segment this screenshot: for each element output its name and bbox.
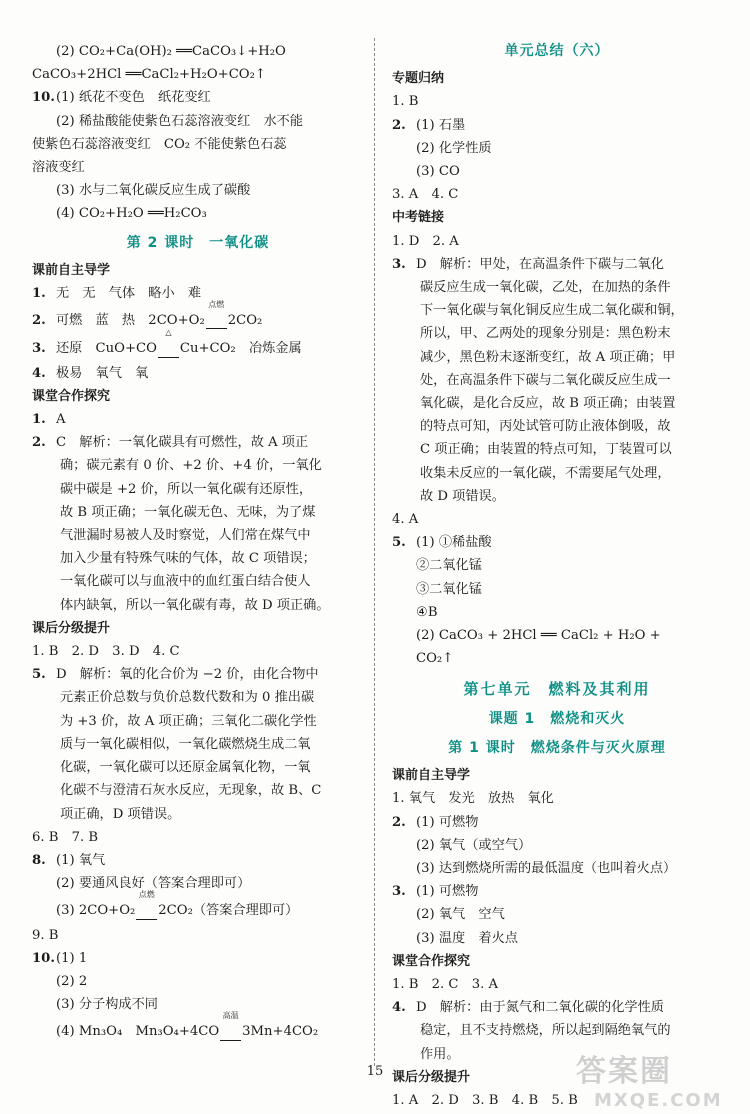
answer-text: 2CO₂（答案合理即可） xyxy=(158,903,299,919)
answer-text: (3) CO xyxy=(416,164,460,180)
answer-text: 1. B xyxy=(392,94,419,110)
question-number: 10. xyxy=(32,90,55,106)
answer-text: 收集未反应的一氧化碳，不需要尾气处理， xyxy=(420,465,671,481)
answer-text: ②二氧化锰 xyxy=(416,558,482,574)
question-number: 2. xyxy=(32,435,46,451)
answer-text: ④B xyxy=(416,604,438,620)
answer-text: 化碳，一氧化碳可以还原金属氧化物，一氧 xyxy=(60,760,311,776)
answer-text: 下一氧化碳与氧化铜反应生成二氧化碳和铜， xyxy=(420,303,684,319)
answer-text: 使紫色石蕊溶液变红 CO₂ 不能使紫色石蕊 xyxy=(32,136,287,152)
answer-text: 体内缺氧，所以一氧化碳有毒，故 D 项正确。 xyxy=(60,597,330,613)
answer-text: (2) 稀盐酸能使紫色石蕊溶液变红 水不能 xyxy=(56,113,304,129)
answer-text: 项正确，D 项错误。 xyxy=(60,806,181,822)
answer-text: 9. B xyxy=(32,927,59,943)
answer-text: 1. 氧气 发光 放热 氧化 xyxy=(392,791,554,807)
answer-text: (1) 可燃物 xyxy=(416,884,479,900)
answer-text: D 解析：由于氮气和二氧化碳的化学性质 xyxy=(416,1000,664,1016)
answer-text: 处，在高温条件下碳与二氧化碳反应生成一 xyxy=(420,372,671,388)
answer-text: (4) Mn₃O₄ Mn₃O₄+4CO xyxy=(56,1024,220,1040)
section-heading: 课堂合作探究 xyxy=(392,953,471,969)
answer-text: 作用。 xyxy=(420,1046,460,1062)
section-heading: 课后分级提升 xyxy=(392,1069,471,1085)
right-column xyxy=(392,40,722,1112)
answer-text: 6. B 7. B xyxy=(32,829,99,845)
question-number: 3. xyxy=(392,884,406,900)
answer-text: 氧化碳，是化合反应，故 B 项正确；由装置 xyxy=(420,396,676,412)
answer-text: 确；碳元素有 0 价、+2 价、+4 价，一氧化 xyxy=(60,458,322,474)
section-heading: 中考链接 xyxy=(392,210,445,226)
answer-text: (3) 达到燃烧所需的最低温度（也叫着火点） xyxy=(416,860,677,876)
section-heading: 课前自主导学 xyxy=(392,768,471,784)
question-number: 2. xyxy=(392,814,406,830)
answer-text: 1. A 2. D 3. B 4. B 5. B xyxy=(392,1092,578,1108)
answer-text: (1) 石墨 xyxy=(416,117,466,133)
equation-line: CO₂↑ xyxy=(416,651,454,667)
equation-line: CaCO₃+2HCl ══CaCl₂+H₂O+CO₂↑ xyxy=(32,67,266,83)
answer-text: 气泄漏时易被人及时察觉，人们常在煤气中 xyxy=(60,528,311,544)
left-column xyxy=(32,40,364,1045)
page-number: 15 xyxy=(366,1064,384,1079)
question-number: 10. xyxy=(32,950,55,966)
answer-text: 碳反应生成一氧化碳，乙处，在加热的条件 xyxy=(420,280,671,296)
question-number: 5. xyxy=(392,535,406,551)
question-number: 8. xyxy=(32,852,46,868)
answer-text: 减少，黑色粉末逐渐变红，故 A 项正确；甲 xyxy=(420,349,676,365)
topic-title: 课题 1 燃烧和灭火 xyxy=(488,710,626,727)
answer-text: 稳定，且不支持燃烧，所以起到隔绝氧气的 xyxy=(420,1023,671,1039)
answer-text: 还原 CuO+CO xyxy=(56,341,157,357)
answer-text: 2CO₂ xyxy=(227,313,263,329)
answer-text: (3) 2CO+O₂ xyxy=(56,903,136,919)
answer-text: 可燃 蓝 热 2CO+O₂ xyxy=(56,313,205,329)
answer-text: 3. A 4. C xyxy=(392,187,459,203)
equation-line: (2) CaCO₃ + 2HCl ══ CaCl₂ + H₂O + xyxy=(416,628,661,644)
answer-text: 溶液变红 xyxy=(32,160,85,176)
answer-text: 故 D 项错误。 xyxy=(420,488,505,504)
answer-text: A xyxy=(56,412,66,428)
column-divider xyxy=(374,38,375,1066)
answer-text: D 解析：甲处，在高温条件下碳与二氧化 xyxy=(416,256,664,272)
question-number: 1. xyxy=(32,286,46,302)
answer-text: C 项正确；由装置的特点可知，丁装置可以 xyxy=(420,442,672,458)
question-number: 4. xyxy=(32,365,46,381)
answer-text: 无 无 气体 略小 难 xyxy=(56,286,202,302)
watermark-text: 答案圈 xyxy=(576,1054,672,1089)
answer-text: (3) 温度 着火点 xyxy=(416,930,518,946)
answer-text: 一氧化碳可以与血液中的血红蛋白结合使人 xyxy=(60,574,311,590)
watermark-logo xyxy=(576,1046,736,1111)
answer-text: (2) 化学性质 xyxy=(416,140,492,156)
answer-text: 1. B 2. C 3. A xyxy=(392,976,499,992)
section-heading: 课前自主导学 xyxy=(32,262,111,278)
section-heading: 课堂合作探究 xyxy=(32,388,111,404)
answer-text: 元素正价总数与负价总数代数和为 0 推出碳 xyxy=(60,690,315,706)
reaction-condition: 高温 xyxy=(220,1020,241,1044)
reaction-condition: 点燃 xyxy=(136,899,157,923)
question-number: 4. xyxy=(392,1000,406,1016)
answer-text: 化碳不与澄清石灰水反应，无现象，故 B、C xyxy=(60,783,322,799)
question-number: 2. xyxy=(392,117,406,133)
answer-text: (2) 氧气（或空气） xyxy=(416,837,532,853)
question-number: 3. xyxy=(392,256,406,272)
reaction-condition: △ xyxy=(158,337,179,361)
answer-text: (1) 氧气 xyxy=(56,852,106,868)
answer-text: 故 B 项正确；一氧化碳无色、无味，为了煤 xyxy=(60,504,316,520)
answer-text: (2) 氧气 空气 xyxy=(416,907,505,923)
answer-text: (1) 可燃物 xyxy=(416,814,479,830)
section-heading: 专题归纳 xyxy=(392,71,445,87)
answer-text: (1) ①稀盐酸 xyxy=(416,535,492,551)
answer-text: 极易 氧气 氧 xyxy=(56,365,149,381)
answer-text: 所以，甲、乙两处的现象分别是：黑色粉末 xyxy=(420,326,671,342)
question-number: 2. xyxy=(32,313,46,329)
equation-line: (2) CO₂+Ca(OH)₂ ══CaCO₃↓+H₂O xyxy=(56,44,286,59)
answer-text: (1) 1 xyxy=(56,950,88,966)
unit-summary-title: 单元总结（六） xyxy=(504,43,610,59)
answer-text: 1. B 2. D 3. D 4. C xyxy=(32,644,180,660)
question-number: 1. xyxy=(32,412,46,428)
answer-text: 碳中碳是 +2 价，所以一氧化碳有还原性， xyxy=(60,481,313,497)
answer-text: Cu+CO₂ 冶炼金属 xyxy=(179,341,302,357)
answer-text: 为 +3 价，故 A 项正确；三氧化二碳化学性 xyxy=(60,713,317,729)
answer-text: C 解析：一氧化碳具有可燃性，故 A 项正 xyxy=(56,435,309,451)
answer-text: ③二氧化锰 xyxy=(416,581,482,597)
section-heading: 课后分级提升 xyxy=(32,620,111,636)
equation-line: (4) CO₂+H₂O ══H₂CO₃ xyxy=(56,206,207,222)
question-number: 3. xyxy=(32,341,46,357)
watermark-url: MXQE.COM xyxy=(594,1090,723,1111)
reaction-condition: 点燃 xyxy=(206,309,227,333)
lesson-title: 第 1 课时 燃烧条件与灭火原理 xyxy=(448,739,666,756)
answer-text: (2) 要通风良好（答案合理即可） xyxy=(56,876,251,892)
unit-title: 第七单元 燃料及其利用 xyxy=(463,680,651,699)
answer-text: 3Mn+4CO₂ xyxy=(242,1024,319,1040)
answer-text: D 解析：氧的化合价为 −2 价，由化合物中 xyxy=(56,667,319,683)
answer-text: 质与一氧化碳相似，一氧化碳燃烧生成二氧 xyxy=(60,736,311,752)
answer-text: 的特点可知，丙处试管可防止液体倒吸，故 xyxy=(420,419,671,435)
answer-text: (3) 水与二氧化碳反应生成了碳酸 xyxy=(56,183,251,199)
answer-text: 加入少量有特殊气味的气体，故 C 项错误； xyxy=(60,551,316,567)
answer-text: 1. D 2. A xyxy=(392,233,459,249)
lesson-title: 第 2 课时 一氧化碳 xyxy=(126,234,270,251)
answer-text: (3) 分子构成不同 xyxy=(56,997,158,1013)
answer-text: 4. A xyxy=(392,512,419,528)
answer-text: (2) 2 xyxy=(56,973,88,989)
question-number: 5. xyxy=(32,667,46,683)
answer-text: (1) 纸花不变色 纸花变红 xyxy=(56,90,211,106)
